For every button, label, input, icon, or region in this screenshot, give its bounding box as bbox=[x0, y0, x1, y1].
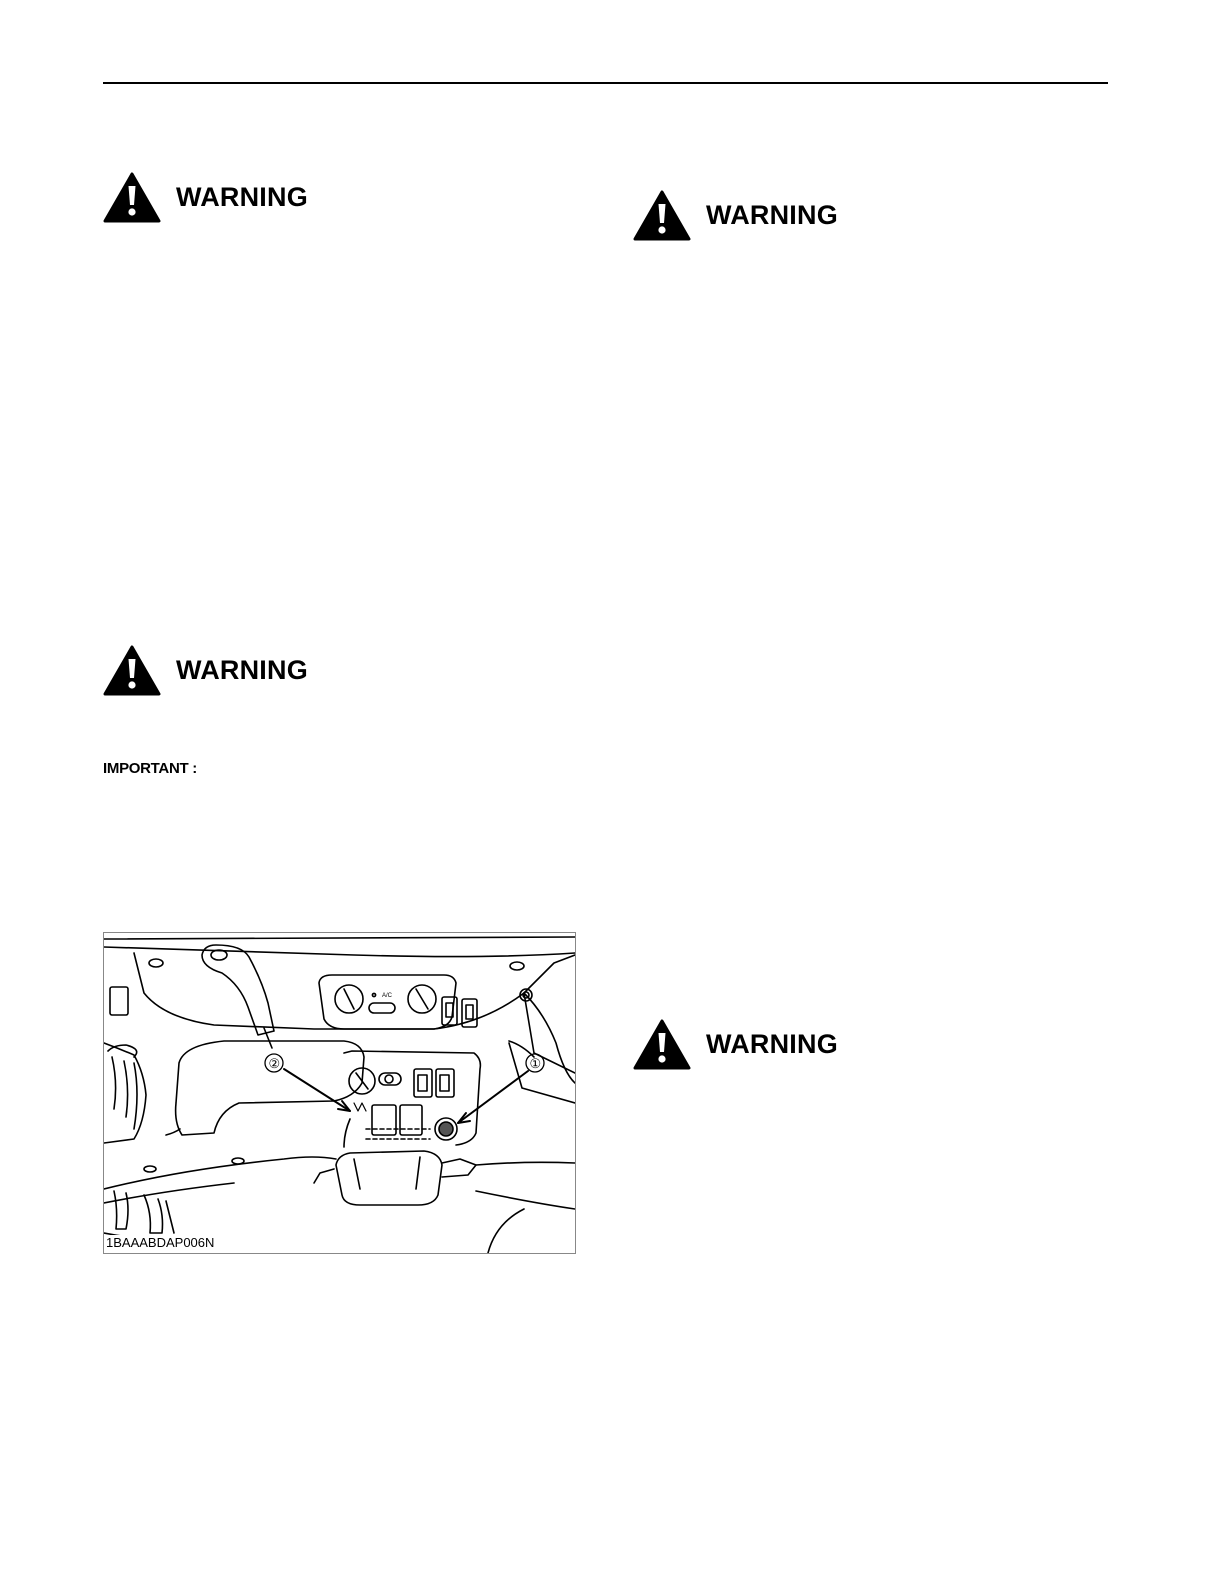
warning-triangle-icon bbox=[633, 1019, 691, 1070]
important-label: IMPORTANT : bbox=[103, 760, 197, 777]
warning-triangle-icon bbox=[103, 645, 161, 696]
warning-header-2 bbox=[103, 645, 308, 696]
callout-1: ① bbox=[529, 1056, 542, 1071]
warning-triangle-icon bbox=[103, 172, 161, 223]
warning-triangle-icon bbox=[633, 190, 691, 241]
console-illustration bbox=[103, 932, 576, 1254]
warning-header-1 bbox=[103, 172, 308, 223]
console-line-drawing bbox=[104, 933, 575, 1253]
warning-label: WARNING bbox=[176, 655, 308, 685]
top-rule bbox=[103, 82, 1108, 84]
callout-2: ② bbox=[268, 1056, 281, 1071]
warning-label: WARNING bbox=[706, 1029, 838, 1059]
warning-header-3 bbox=[633, 190, 838, 241]
warning-label: WARNING bbox=[706, 200, 838, 230]
warning-label: WARNING bbox=[176, 182, 308, 212]
svg-text:A/C: A/C bbox=[382, 993, 393, 999]
warning-header-4 bbox=[633, 1019, 838, 1070]
figure-code: 1BAAABDAP006N bbox=[106, 1235, 218, 1250]
